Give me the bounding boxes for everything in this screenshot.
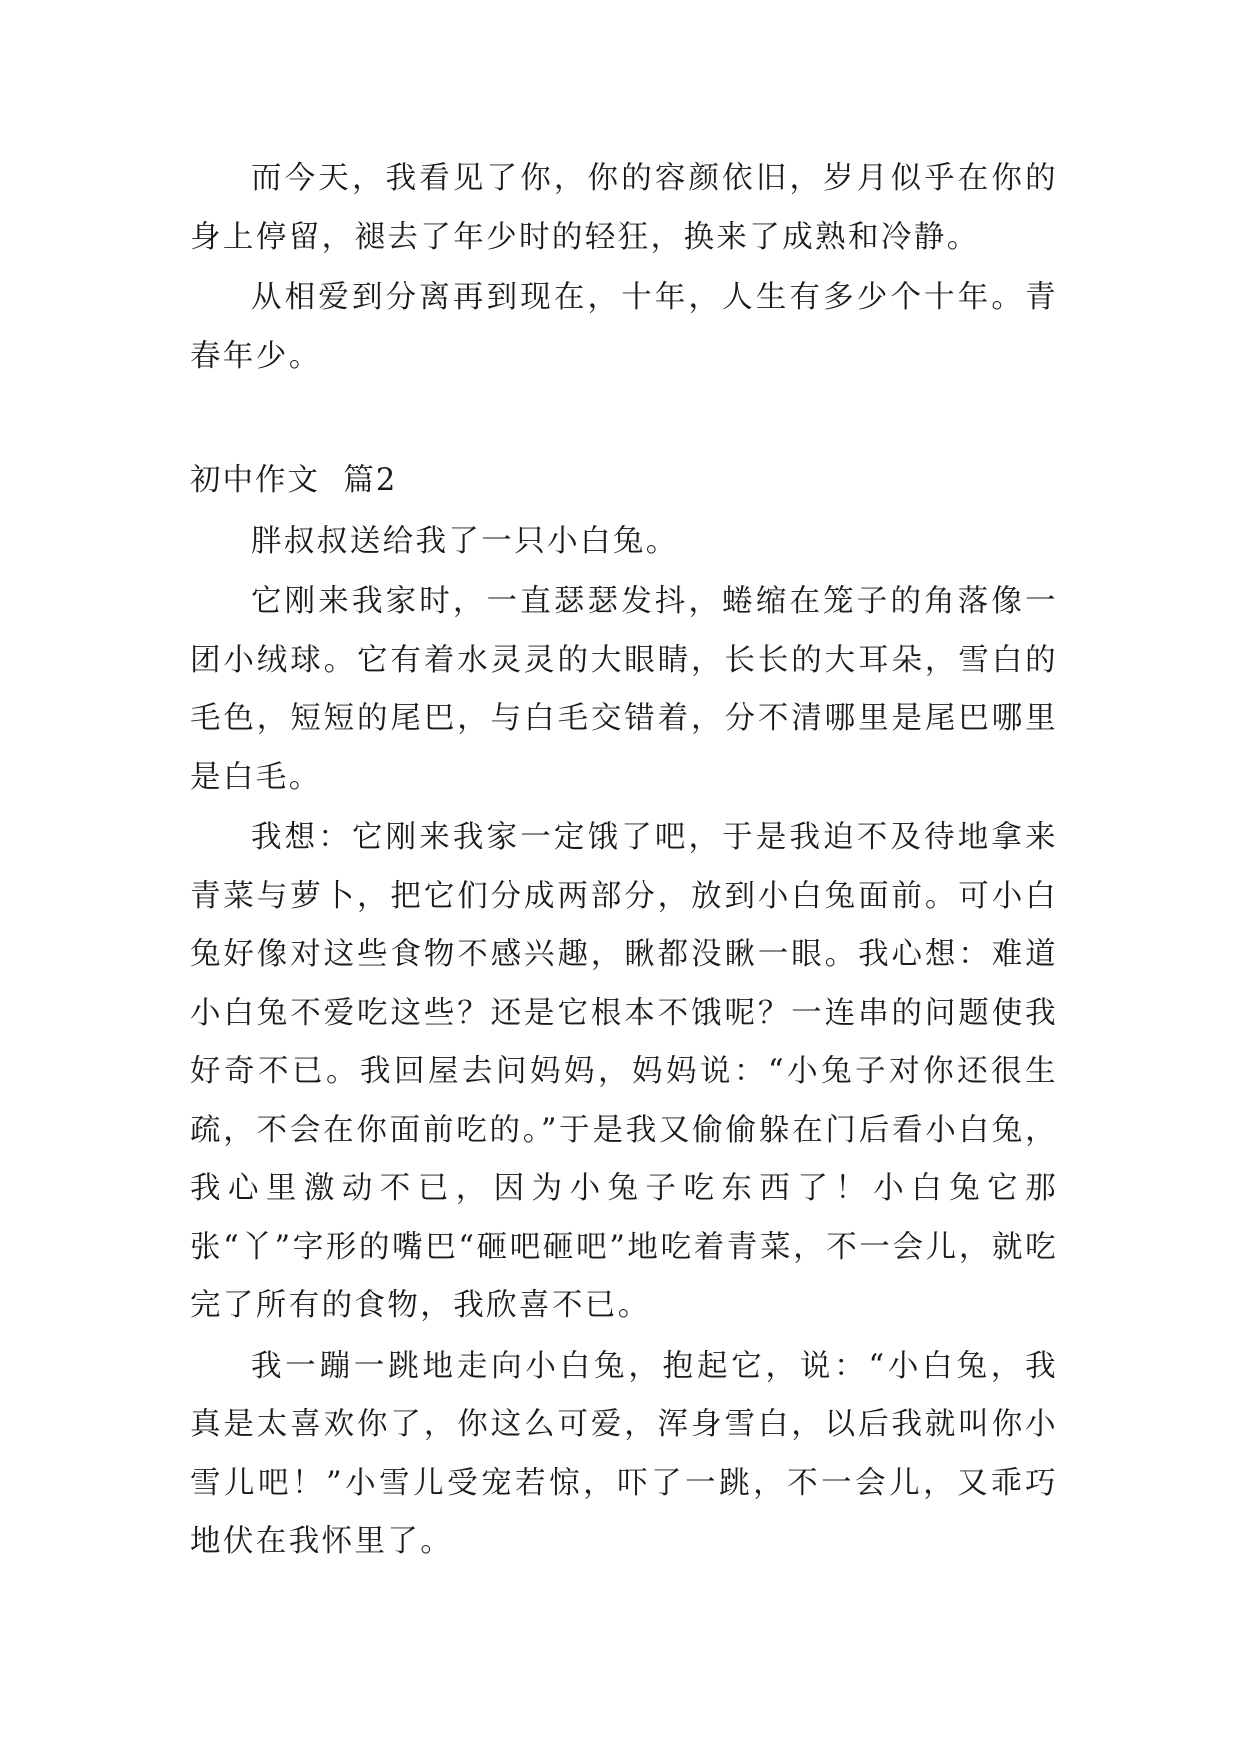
paragraph: 它刚来我家时，一直瑟瑟发抖，蜷缩在笼子的角落像一团小绒球。它有着水灵灵的大眼睛，长长的大耳朵，雪白的毛色，短短的尾巴，与白毛交错着，分不清哪里是尾巴哪里是白毛。 [190, 584, 1058, 795]
paragraph: 我一蹦一跳地走向小白兔，抱起它，说：“小白兔，我真是太喜欢你了，你这么可爱，浑身雪白，以后我就叫你小雪儿吧！”小雪儿受宠若惊，吓了一跳，不一会儿，又乖巧地伏在我怀里了。 [190, 1348, 1058, 1559]
document-page [190, 150, 1058, 1572]
paragraph: 而今天，我看见了你，你的容颜依旧，岁月似乎在你的身上停留，褪去了年少时的轻狂，换来了成熟和冷静。 [190, 161, 1058, 255]
section-title: 初中作文 篇2 [190, 463, 398, 498]
paragraph: 从相爱到分离再到现在，十年，人生有多少个十年。青春年少。 [190, 280, 1058, 374]
paragraph: 我想：它刚来我家一定饿了吧，于是我迫不及待地拿来青菜与萝卜，把它们分成两部分，放到小白兔面前。可小白兔好像对这些食物不感兴趣，瞅都没瞅一眼。我心想：难道小白兔不爱吃这些？还是它根本不饿呢？一连串的问题使我好奇不已。我回屋去问妈妈，妈妈说：“小兔子对你还很生疏，不会在你面前吃的。”于是我又偷偷躲在门后看小白兔，我心里激动不已，因为小兔子吃东西了！小白兔它那张“丫”字形的嘴巴“砸吧砸吧”地吃着青菜，不一会儿，就吃完了所有的食物，我欣喜不已。 [190, 820, 1058, 1323]
paragraph: 胖叔叔送给我了一只小白兔。 [251, 523, 679, 559]
